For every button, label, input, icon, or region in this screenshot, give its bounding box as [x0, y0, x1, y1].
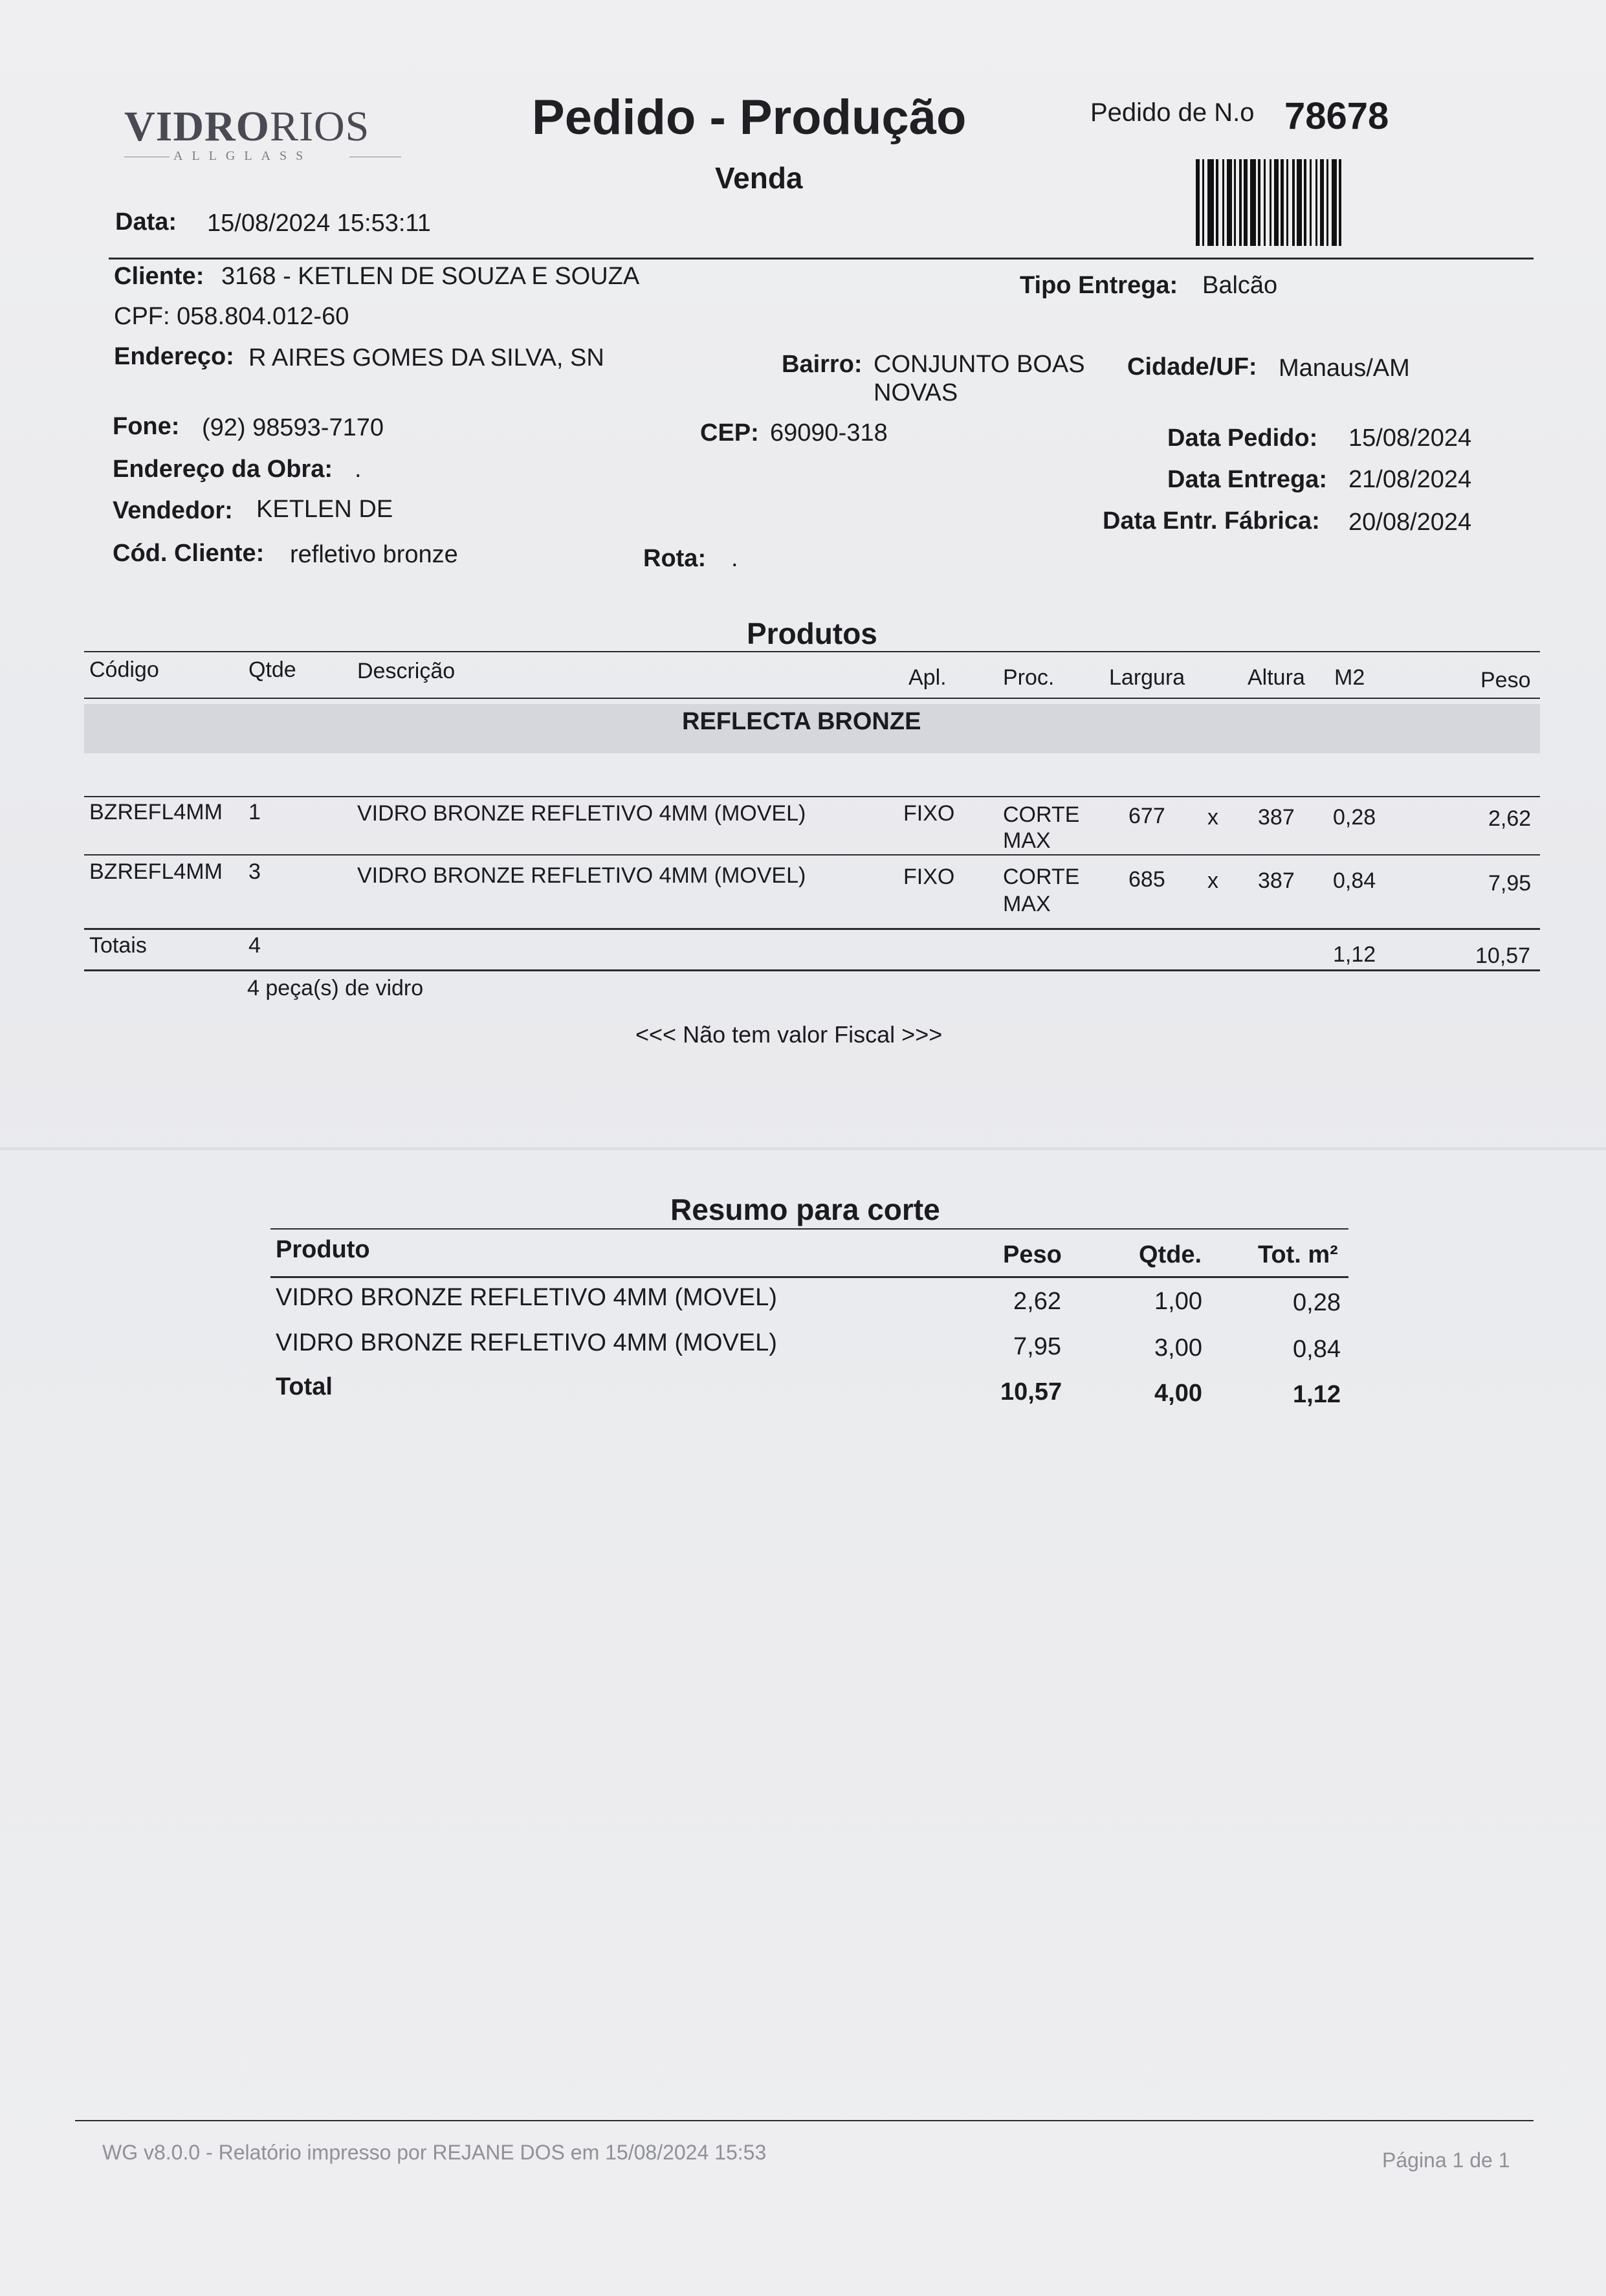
resumo-col-peso: Peso — [1003, 1241, 1062, 1268]
row-codigo: BZREFL4MM — [89, 859, 223, 884]
totais-m2: 1,12 — [1333, 942, 1376, 967]
header-divider — [109, 258, 1534, 259]
col-codigo: Código — [89, 657, 159, 682]
codcliente-label: Cód. Cliente: — [113, 540, 265, 567]
cidade-label: Cidade/UF: — [1127, 353, 1257, 381]
footer-print-info: WG v8.0.0 - Relatório impresso por REJANE DOS em 15/08/2024 15:53 — [102, 2141, 767, 2164]
resumo-row-qtde: 1,00 — [1154, 1288, 1202, 1315]
resumo-total-label: Total — [276, 1373, 333, 1400]
resumo-top-rule — [270, 1228, 1348, 1230]
data-pedido-label: Data Pedido: — [1167, 425, 1318, 452]
tipo-entrega-value: Balcão — [1202, 272, 1278, 299]
row-m2: 0,84 — [1333, 868, 1376, 893]
row-proc-line1: CORTE — [1003, 865, 1080, 889]
produtos-top-rule — [84, 651, 1540, 652]
col-apl: Apl. — [908, 665, 947, 690]
group-title: REFLECTA BRONZE — [682, 708, 921, 735]
order-number: 78678 — [1284, 95, 1389, 137]
row-peso: 2,62 — [1488, 806, 1532, 831]
row-x: x — [1207, 868, 1218, 893]
row-rule — [84, 854, 1540, 855]
barcode-bar — [1332, 159, 1337, 246]
resumo-total-peso: 10,57 — [1000, 1378, 1062, 1406]
row-qtde: 1 — [248, 800, 261, 824]
barcode-bar — [1207, 159, 1214, 246]
paper-fold — [0, 1147, 1606, 1151]
col-qtde: Qtde — [248, 657, 296, 682]
bairro-label: Bairro: — [782, 351, 863, 378]
codcliente-value: refletivo bronze — [290, 541, 458, 568]
vendedor-value: KETLEN DE — [256, 496, 393, 523]
col-altura: Altura — [1248, 665, 1305, 690]
col-largura: Largura — [1109, 665, 1185, 690]
cidade-value: Manaus/AM — [1279, 355, 1410, 382]
fone-label: Fone: — [113, 413, 180, 440]
company-logo: VIDRORIOS — [124, 103, 370, 150]
col-m2: M2 — [1334, 665, 1365, 690]
row-rule — [84, 796, 1540, 797]
resumo-row-peso: 7,95 — [1013, 1333, 1061, 1360]
row-descricao: VIDRO BRONZE REFLETIVO 4MM (MOVEL) — [357, 863, 806, 888]
totais-peso: 10,57 — [1475, 944, 1531, 968]
document-subtitle: Venda — [715, 161, 803, 195]
barcode — [1196, 159, 1418, 246]
endereco-label: Endereço: — [114, 343, 234, 370]
rota-label: Rota: — [643, 545, 707, 572]
barcode-bar — [1341, 159, 1345, 246]
vendedor-label: Vendedor: — [113, 497, 233, 524]
resumo-total-tot: 1,12 — [1293, 1381, 1341, 1408]
fone-value: (92) 98593-7170 — [202, 414, 384, 441]
row-largura: 685 — [1128, 867, 1165, 892]
col-descricao: Descrição — [357, 659, 456, 683]
row-altura: 387 — [1258, 868, 1295, 893]
endereco-value: R AIRES GOMES DA SILVA, SN — [248, 344, 604, 371]
data-fabrica-value: 20/08/2024 — [1348, 509, 1472, 536]
document-title: Pedido - Produção — [532, 90, 967, 145]
row-x: x — [1207, 805, 1218, 830]
row-peso: 7,95 — [1488, 871, 1532, 896]
row-proc-line2: MAX — [1003, 828, 1051, 853]
cpf: CPF: 058.804.012-60 — [114, 303, 349, 330]
row-codigo: BZREFL4MM — [89, 800, 223, 824]
resumo-header-rule — [270, 1276, 1348, 1278]
resumo-row-tot: 0,84 — [1293, 1336, 1341, 1363]
row-descricao: VIDRO BRONZE REFLETIVO 4MM (MOVEL) — [357, 801, 806, 826]
order-number-label: Pedido de N.o — [1090, 98, 1255, 127]
col-peso: Peso — [1480, 668, 1531, 692]
data-entrega-label: Data Entrega: — [1167, 466, 1328, 493]
bairro-value-line1: CONJUNTO BOAS — [874, 351, 1085, 378]
footer-rule — [75, 2120, 1534, 2121]
bairro-value-line2: NOVAS — [874, 379, 958, 406]
data-fabrica-label: Data Entr. Fábrica: — [1103, 507, 1320, 535]
date-value: 15/08/2024 15:53:11 — [207, 210, 431, 237]
rota-value: . — [731, 545, 738, 572]
footer-page-number: Página 1 de 1 — [1382, 2148, 1510, 2172]
row-proc-line1: CORTE — [1003, 802, 1080, 827]
produtos-header-rule — [84, 698, 1540, 699]
totais-qtde: 4 — [248, 933, 261, 958]
row-apl: FIXO — [903, 865, 955, 889]
logo-tagline: ALLGLASS — [173, 149, 313, 163]
totais-top-rule — [84, 928, 1540, 930]
resumo-row-qtde: 3,00 — [1154, 1334, 1202, 1362]
totais-label: Totais — [89, 933, 147, 958]
resumo-col-produto: Produto — [276, 1236, 370, 1263]
row-altura: 387 — [1258, 805, 1295, 830]
barcode-bar — [1250, 159, 1256, 246]
resumo-col-tot: Tot. m² — [1258, 1241, 1338, 1268]
obra-label: Endereço da Obra: — [113, 456, 333, 483]
resumo-col-qtde: Qtde. — [1139, 1241, 1202, 1268]
data-pedido-value: 15/08/2024 — [1348, 425, 1472, 452]
resumo-row-produto: VIDRO BRONZE REFLETIVO 4MM (MOVEL) — [276, 1329, 777, 1356]
barcode-bar — [1297, 159, 1302, 246]
cep-label: CEP: — [700, 419, 759, 447]
produtos-title: Produtos — [747, 617, 877, 650]
row-largura: 677 — [1128, 804, 1165, 828]
row-m2: 0,28 — [1333, 805, 1376, 830]
tipo-entrega-label: Tipo Entrega: — [1020, 272, 1178, 299]
resumo-title: Resumo para corte — [670, 1193, 940, 1226]
cep-value: 69090-318 — [770, 419, 888, 447]
totais-bottom-rule — [84, 969, 1540, 971]
resumo-row-tot: 0,28 — [1293, 1289, 1341, 1316]
resumo-total-qtde: 4,00 — [1154, 1380, 1202, 1407]
row-proc-line2: MAX — [1003, 892, 1051, 916]
fiscal-note: <<< Não tem valor Fiscal >>> — [635, 1021, 943, 1048]
data-entrega-value: 21/08/2024 — [1348, 466, 1472, 493]
pecas-count: 4 peça(s) de vidro — [247, 976, 424, 1000]
row-apl: FIXO — [903, 801, 955, 826]
cliente-value: 3168 - KETLEN DE SOUZA E SOUZA — [221, 263, 640, 290]
barcode-bar — [1227, 159, 1232, 246]
resumo-row-produto: VIDRO BRONZE REFLETIVO 4MM (MOVEL) — [276, 1284, 777, 1311]
resumo-row-peso: 2,62 — [1013, 1288, 1061, 1315]
row-qtde: 3 — [248, 859, 261, 884]
barcode-bar — [1274, 159, 1279, 246]
col-proc: Proc. — [1003, 665, 1055, 690]
cliente-label: Cliente: — [114, 263, 204, 290]
date-label: Data: — [115, 208, 177, 236]
obra-value: . — [355, 456, 362, 483]
